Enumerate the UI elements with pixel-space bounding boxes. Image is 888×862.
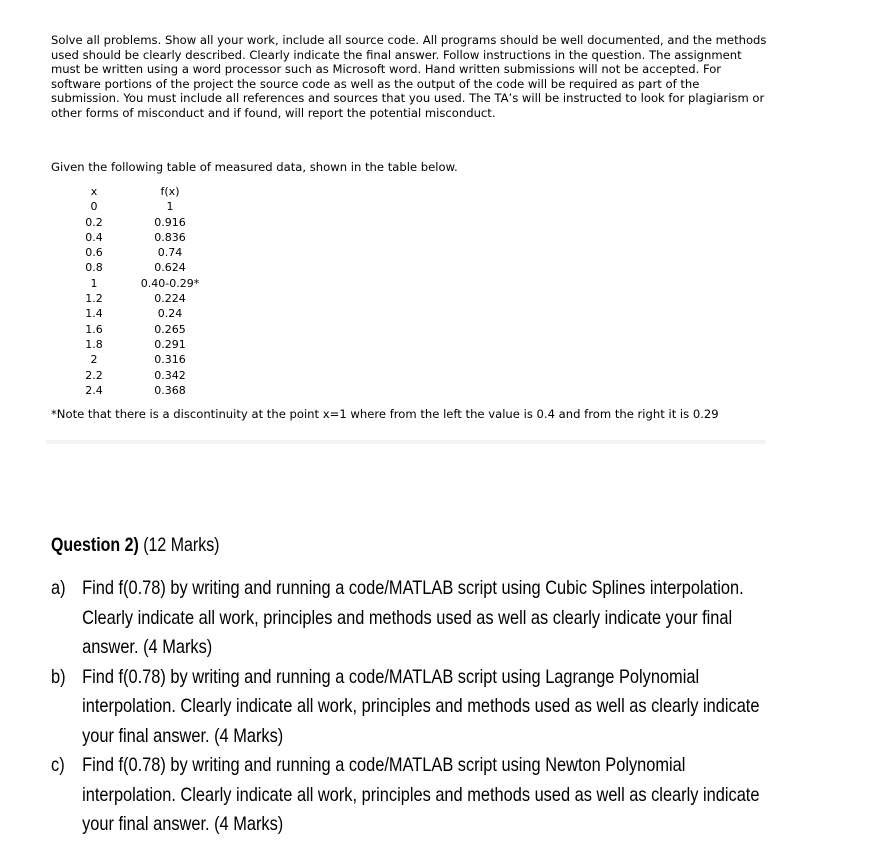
cell-fx: 0.40-0.29* xyxy=(140,276,200,290)
table-row xyxy=(66,245,218,260)
cell-x: 1.4 xyxy=(85,307,103,321)
table-row xyxy=(66,352,218,367)
table-row xyxy=(66,260,218,275)
cell-x: 1.2 xyxy=(85,292,103,306)
table-row xyxy=(66,230,218,245)
table-row xyxy=(66,306,218,321)
cell-fx: 0.74 xyxy=(157,246,183,260)
cell-fx: 0.368 xyxy=(154,383,186,397)
cell-fx: 1 xyxy=(166,200,174,214)
table-row xyxy=(66,337,218,352)
question-part-a xyxy=(51,574,773,663)
discontinuity-note: *Note that there is a discontinuity at the point x=1 where from the left the value is 0.4 and from the right it is 0.29 xyxy=(51,407,719,421)
header-x: x xyxy=(90,185,98,198)
question-part-b xyxy=(51,663,773,752)
cell-x: 0.6 xyxy=(85,246,103,260)
cell-fx: 0.316 xyxy=(154,353,186,367)
cell-x: 1.8 xyxy=(85,337,103,351)
question-parts xyxy=(51,574,773,840)
part-letter: a) xyxy=(51,577,66,599)
cell-fx: 0.224 xyxy=(154,292,186,306)
table-row xyxy=(66,368,218,383)
cell-fx: 0.265 xyxy=(154,322,186,336)
cell-x: 2.2 xyxy=(85,368,103,382)
cell-x: 0.4 xyxy=(85,230,103,244)
cell-x: 0.8 xyxy=(85,261,103,275)
question-marks: (12 Marks) xyxy=(143,535,220,556)
cell-x: 1 xyxy=(90,276,98,290)
section-divider xyxy=(46,440,766,444)
cell-x: 0 xyxy=(90,200,98,214)
table-header-row xyxy=(66,184,218,199)
cell-fx: 0.624 xyxy=(154,261,186,275)
table-row xyxy=(66,276,218,291)
table-row xyxy=(66,322,218,337)
table-row xyxy=(66,215,218,230)
instructions-block xyxy=(51,33,771,121)
cell-fx: 0.916 xyxy=(154,215,186,229)
part-letter: b) xyxy=(51,665,66,688)
instructions-text: Solve all problems. Show all your work, include all source code. All programs should be well documented, and the methods used should be clearly described. Clearly indicate the final answer. Follow instructions in the question. The assignment must be written using a word processor such as Microsoft word. Hand written submissions will not be accepted. For software portions of the project the source code as well as the output of the code will be required as part of the submission. You must include all references and sources that you used. The TA’s will be instructed to look for plagiarism or other forms of misconduct and if found, will report the potential misconduct. xyxy=(51,33,767,120)
question-part-c xyxy=(51,751,773,840)
cell-x: 0.2 xyxy=(85,215,103,229)
table-row xyxy=(66,199,218,214)
table-row xyxy=(66,383,218,398)
given-text: Given the following table of measured data, shown in the table below. xyxy=(51,160,458,174)
table-row xyxy=(66,291,218,306)
cell-fx: 0.24 xyxy=(157,307,183,321)
cell-x: 2 xyxy=(90,353,98,367)
part-text: Find f(0.78) by writing and running a code/MATLAB script using Lagrange Polynomial interpolation. Clearly indicate all work, principles and methods used as well as clearly indicate your final answer. (4 Marks) xyxy=(82,665,760,747)
header-fx: f(x) xyxy=(160,185,180,198)
cell-fx: 0.836 xyxy=(154,230,186,244)
cell-fx: 0.342 xyxy=(154,368,186,382)
cell-x: 2.4 xyxy=(85,383,103,397)
question-title: Question 2) xyxy=(51,535,139,556)
cell-x: 1.6 xyxy=(85,322,103,336)
part-text: Find f(0.78) by writing and running a code/MATLAB script using Cubic Splines interpolation. Clearly indicate all work, principles and methods used as well as clearly indicate your final answer. (4 Marks) xyxy=(82,577,744,658)
question-heading xyxy=(51,533,219,559)
data-table xyxy=(66,184,218,398)
part-text: Find f(0.78) by writing and running a code/MATLAB script using Newton Polynomial interpolation. Clearly indicate all work, principles and methods used as well as clearly indicate your final answer. (4 Marks) xyxy=(82,754,760,835)
cell-fx: 0.291 xyxy=(154,337,186,351)
part-letter: c) xyxy=(51,754,65,776)
